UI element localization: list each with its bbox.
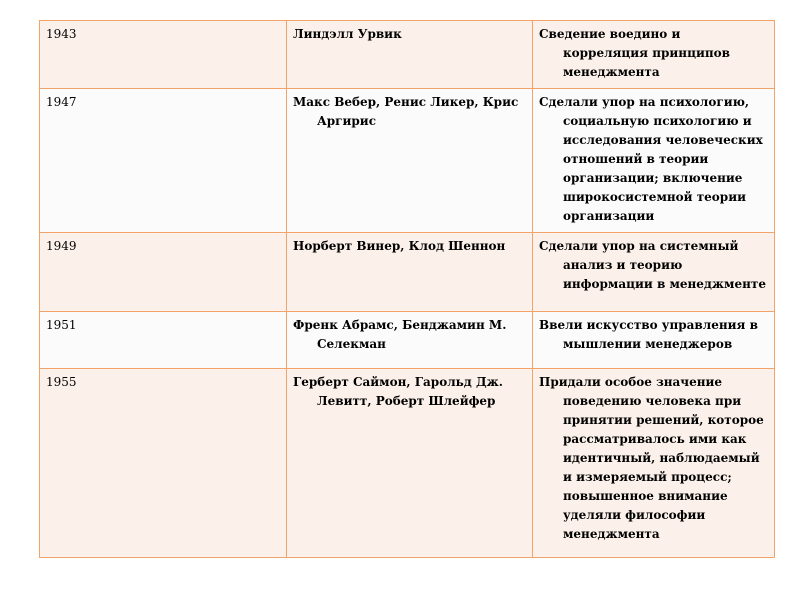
authors-cell [287,312,533,369]
contribution-cell [533,369,775,558]
contribution-text: Сведение воедино и корреляция принципов менеджмента [539,27,730,79]
contribution-text: Ввели искусство управления в мышлении менеджеров [539,318,758,351]
table-row [40,369,775,558]
year-cell: 1949 [40,233,287,312]
contribution-text: Сделали упор на психологию, социальную психологию и исследования человеческих отношений в теории организации; включение широкосистемной теории организации [539,95,763,223]
contribution-text: Сделали упор на системный анализ и теорию информации в менеджменте [539,239,766,291]
authors-text: Френк Абрамс, Бенджамин М. Селекман [293,318,507,351]
year-cell: 1943 [40,21,287,89]
year-cell: 1947 [40,89,287,233]
authors-cell [287,369,533,558]
contribution-cell [533,21,775,89]
table-row [40,89,775,233]
authors-text: Линдэлл Урвик [293,27,402,41]
authors-cell [287,233,533,312]
authors-text: Норберт Винер, Клод Шеннон [293,239,506,253]
table-row [40,312,775,369]
authors-cell [287,89,533,233]
contribution-cell [533,312,775,369]
contribution-cell [533,233,775,312]
authors-text: Макс Вебер, Ренис Ликер, Крис Аргирис [293,95,519,128]
authors-cell [287,21,533,89]
year-cell: 1955 [40,369,287,558]
contribution-text: Придали особое значение поведению человека при принятии решений, которое рассматривалось ими как идентичный, наблюдаемый и измеряемый процесс; повышенное внимание уделяли философии менеджмента [539,375,764,541]
year-cell: 1951 [40,312,287,369]
table-row [40,233,775,312]
history-table [39,20,775,558]
authors-text: Герберт Саймон, Гарольд Дж. Левитт, Роберт Шлейфер [293,375,503,408]
table-row [40,21,775,89]
contribution-cell [533,89,775,233]
